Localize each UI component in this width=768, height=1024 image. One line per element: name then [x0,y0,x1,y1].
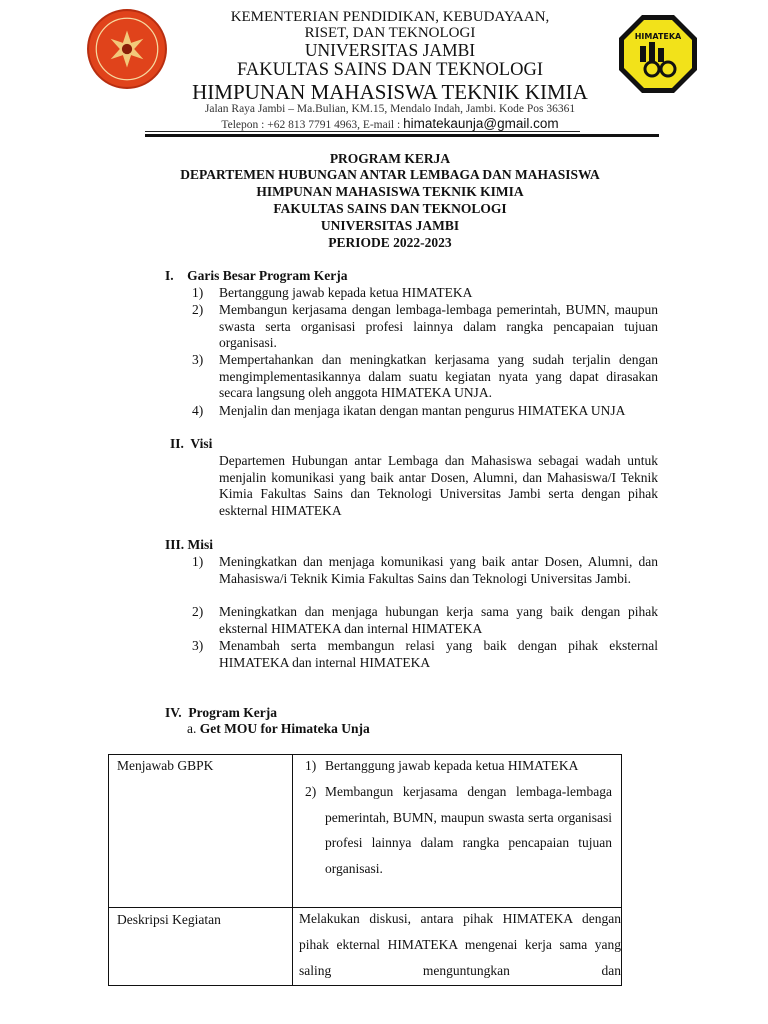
table-row1-item-2 [305,779,612,882]
letterhead-address: Jalan Raya Jambi – Ma.Bulian, KM.15, Mendalo Indah, Jambi. Kode Pos 36361 [204,103,576,115]
table-row2-description: Melakukan diskusi, antara pihak HIMATEKA dengan pihak ekternal HIMATEKA mengenai kerja sama yang saling menguntungkan dan [299,911,621,978]
s3-item-2-text: Meningkatkan dan menjaga hubungan kerja sama yang baik dengan pihak eksternal HIMATEKA dan internal HIMATEKA [219,604,658,636]
table-item-2-text: Membangun kerjasama dengan lembaga-lembaga pemerintah, BUMN, maupun swasta serta organisasi profesi lainnya dalam rangka pencapaian tujuan organisasi. [325,783,612,877]
sub-title: Get MOU for Himateka Unja [199,721,370,736]
doc-title-line4: FAKULTAS SAINS DAN TEKNOLOGI [273,201,507,216]
section-4-heading: IV. Program Kerja [165,705,277,720]
s1-item-3-number: 3) [192,352,204,367]
s1-item-1-text: Bertanggung jawab kepada ketua HIMATEKA [219,285,473,300]
table-row1-content [305,753,612,882]
s1-item-3-text: Mempertahankan dan meningkatkan kerjasama yang sudah terjalin dengan mengimplementasikannya dalam suatu kegiatan nyata yang dapat dirasakan secara langsung oleh anggota HIMATEKA UNJA. [219,352,658,401]
doc-title-line1: PROGRAM KERJA [329,151,451,166]
himateka-logo-icon [616,12,700,96]
s3-item-1-number: 1) [192,554,204,569]
letterhead-contact [150,117,630,132]
table-item-1-text: Bertanggung jawab kepada ketua HIMATEKA [325,758,579,773]
table-item-1-number: 1) [305,758,317,773]
s2-vision-text: Departemen Hubungan antar Lembaga dan Mahasiswa sebagai wadah untuk menjalin komunikasi yang baik antar Dosen, Alumni, dan Mahasiswa/I Teknik Kimia Fakultas Sains dan Teknologi Universitas Jambi serta dengan pihak eskternal HIMATEKA [219,453,658,519]
email-link[interactable]: himatekaunja@gmail.com [403,116,559,131]
table-row2-label: Deskripsi Kegiatan [117,912,221,927]
s1-item-4-text: Menjalin dan menjaga ikatan dengan mantan pengurus HIMATEKA UNJA [219,403,626,418]
doc-title-line5: UNIVERSITAS JAMBI [320,218,460,233]
s3-item-1-text: Meningkatkan dan menjaga komunikasi yang baik antar Dosen, Alumni, dan Mahasiswa/i Teknik Kimia Fakultas Sains dan Teknologi Universitas Jambi. [219,554,658,586]
s1-item-4-number: 4) [192,403,204,418]
table-row1-label: Menjawab GBPK [117,758,214,773]
section-1-heading: I. Garis Besar Program Kerja [165,268,348,283]
s3-item-2-number: 2) [192,604,204,619]
letterhead-university: UNIVERSITAS JAMBI [304,40,476,60]
doc-title-line6: PERIODE 2022-2023 [328,235,452,250]
section-2-heading: II. Visi [170,436,213,451]
section-4-subheading [187,722,370,736]
s1-item-2-number: 2) [192,302,204,317]
program-table [108,754,622,986]
logo-text: HIMATEKA [634,32,682,41]
letterhead-organization: HIMPUNAN MAHASISWA TEKNIK KIMIA [192,80,588,104]
contact-prefix: Telepon : +62 813 7791 4963, E-mail : [221,119,404,131]
doc-title-line2: DEPARTEMEN HUBUNGAN ANTAR LEMBAGA DAN MAHASISWA [180,167,600,182]
s3-item-3-number: 3) [192,638,204,653]
table-column-divider [292,755,293,985]
section-3-heading: III. Misi [165,537,214,552]
s1-item-2-text: Membangun kerjasama dengan lembaga-lembaga pemerintah, BUMN, maupun swasta serta organisasi profesi lainnya dalam rangka pencapaian tujuan organisasi. [219,302,658,351]
letterhead-ministry-line1: KEMENTERIAN PENDIDIKAN, KEBUDAYAAN, [230,9,550,25]
s3-item-3-text: Menambah serta membangun relasi yang baik dengan pihak eksternal HIMATEKA dan internal HIMATEKA [219,638,658,670]
table-item-2-number: 2) [305,783,317,799]
sub-letter: a. [187,721,200,736]
letterhead-divider-thick [145,134,659,137]
s1-item-1-number: 1) [192,285,204,300]
letterhead-faculty: FAKULTAS SAINS DAN TEKNOLOGI [236,60,543,80]
table-row1-item-1 [305,753,612,779]
letterhead-divider-thin [145,131,580,132]
letterhead-ministry-line2: RISET, DAN TEKNOLOGI [304,25,476,41]
doc-title-line3: HIMPUNAN MAHASISWA TEKNIK KIMIA [256,184,524,199]
